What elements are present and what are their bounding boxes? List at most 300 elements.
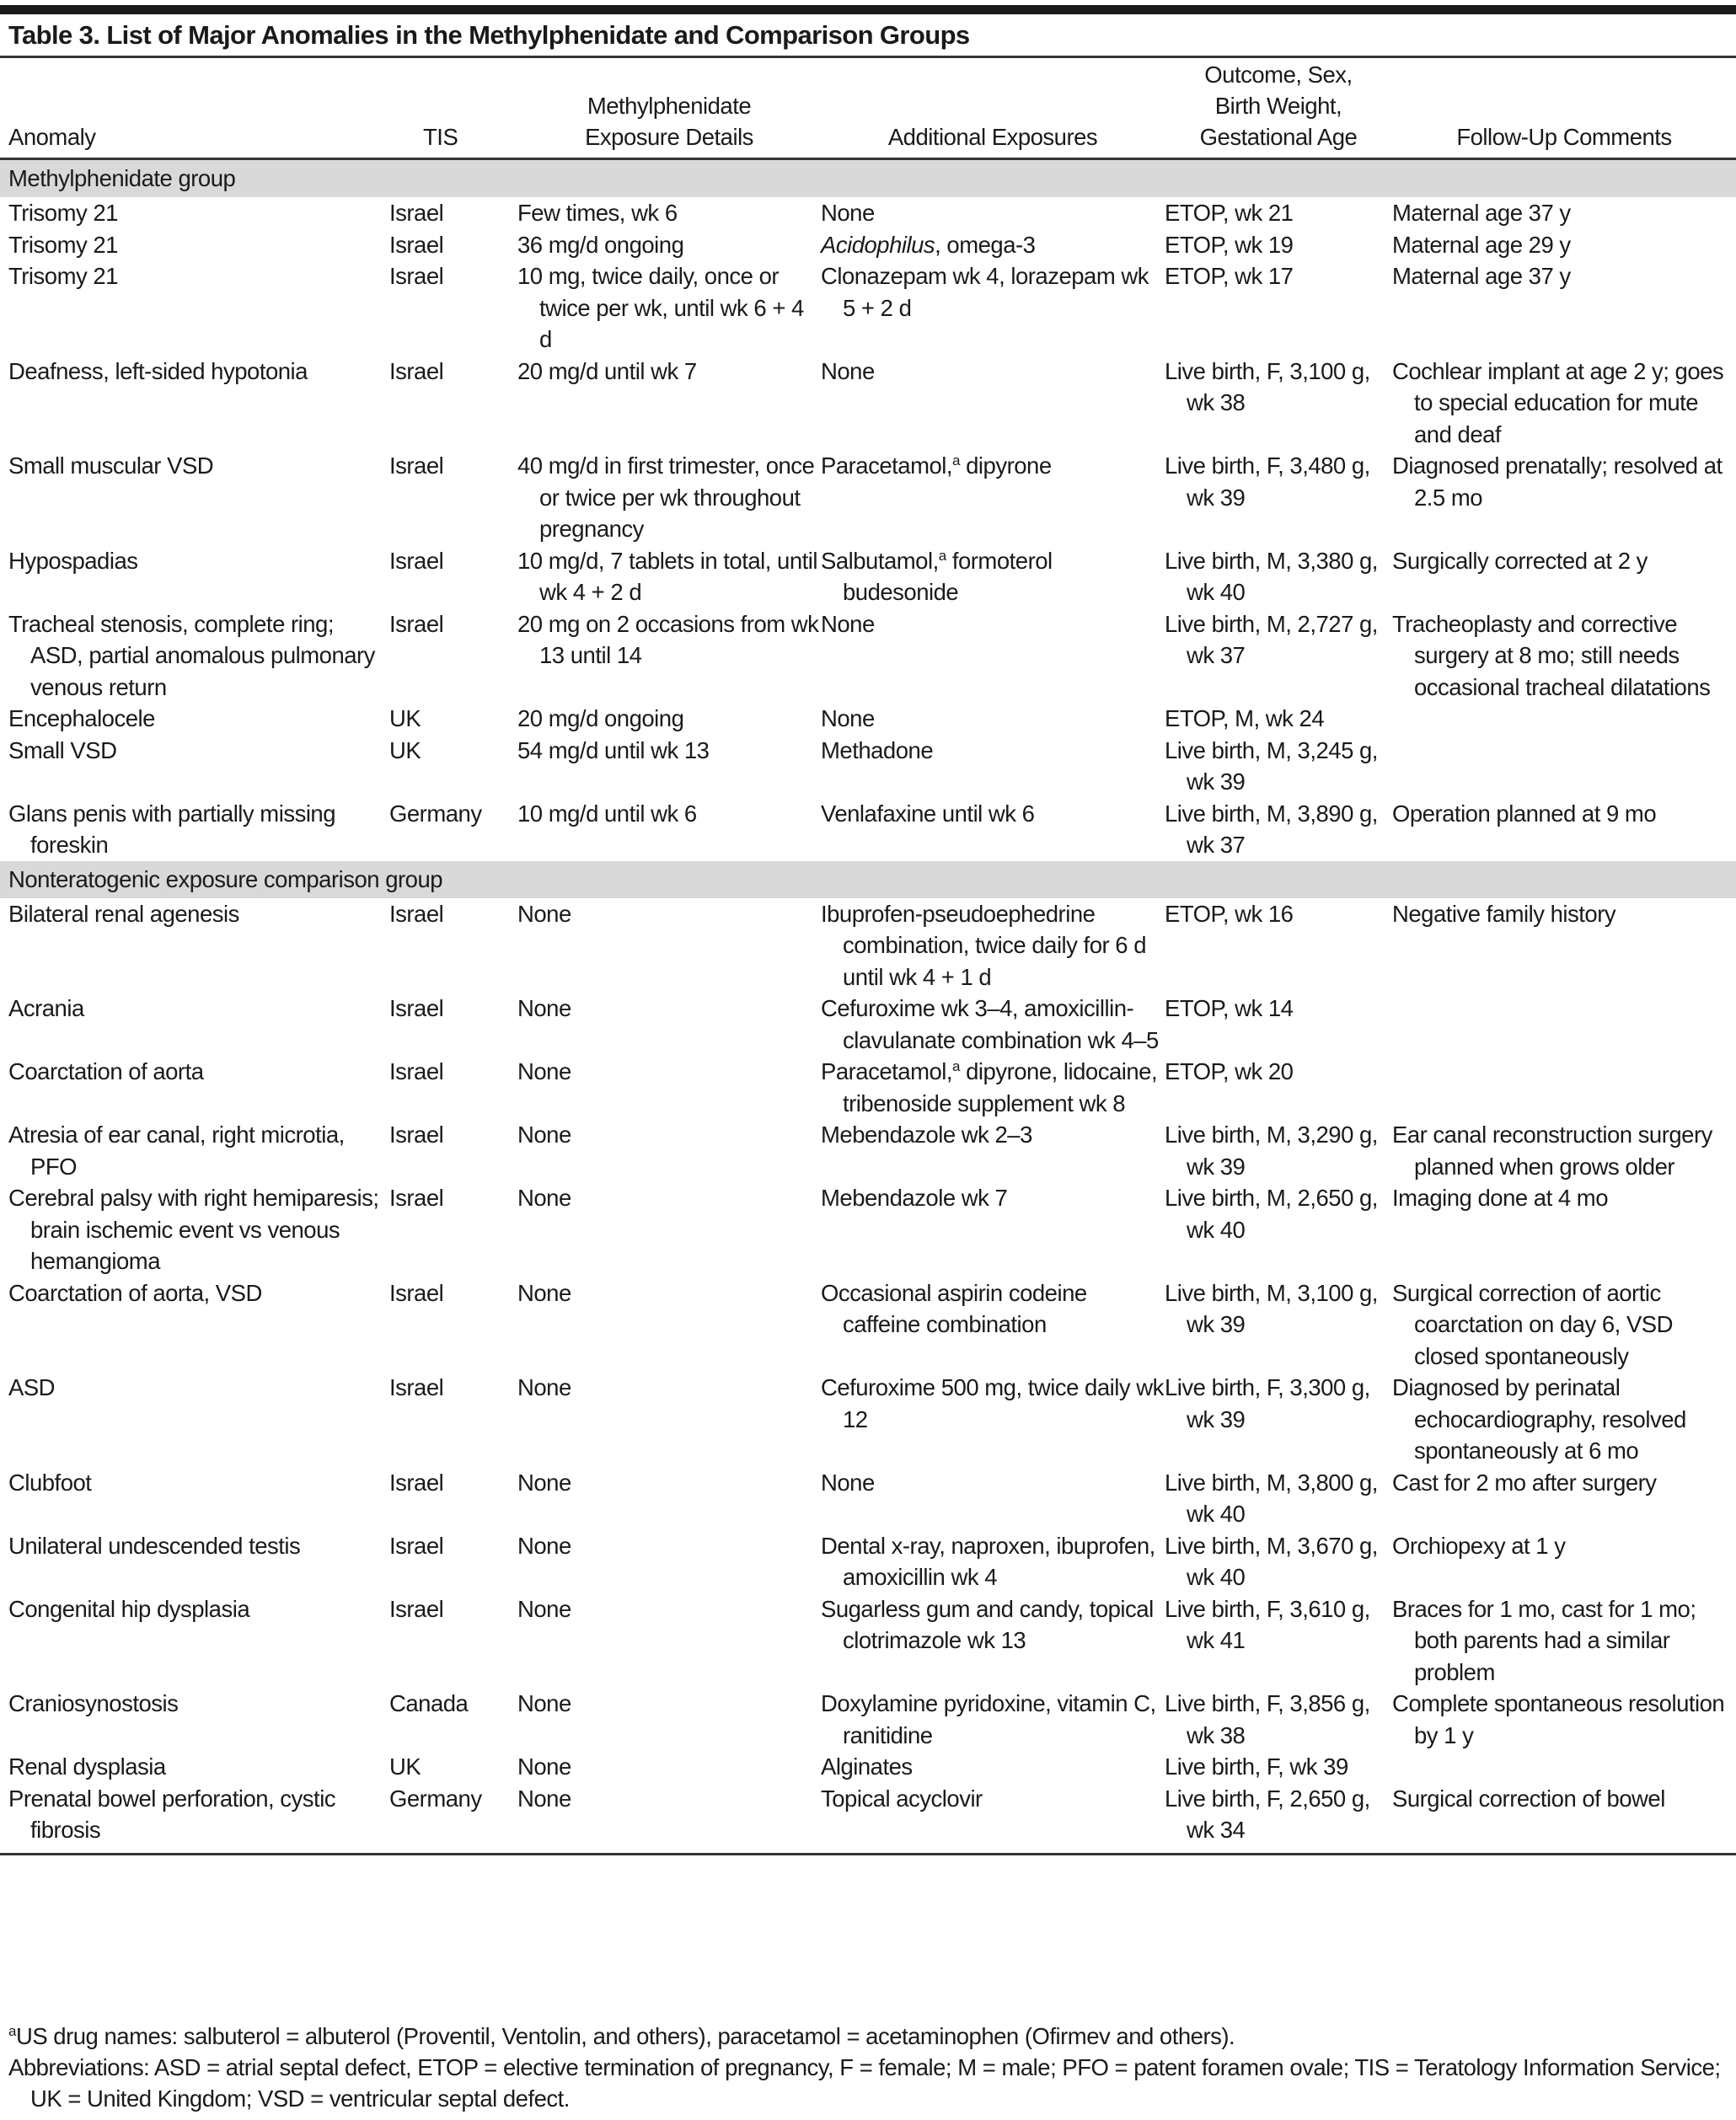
cell-anomaly <box>0 450 389 545</box>
cell-text: Ibuprofen-pseudoephedrine combination, twice daily for 6 d until wk 4 + 1 d <box>821 900 1147 990</box>
cell-text: Small VSD <box>8 736 117 763</box>
cell-additional-exposures <box>821 1277 1165 1373</box>
cell-additional-exposures <box>821 1688 1165 1751</box>
cell-text: Congenital hip dysplasia <box>8 1595 250 1622</box>
cell-text: 10 mg/d until wk 6 <box>517 800 697 827</box>
cell-tis <box>389 1182 517 1277</box>
cell-text: Live birth, M, 2,727 g, wk 37 <box>1165 610 1378 668</box>
cell-text: 20 mg on 2 occasions from wk 13 until 14 <box>517 610 819 668</box>
footnote-a-text: US drug names: salbuterol = albuterol (Proventil, Ventolin, and others), paracetamol = acetaminophen (Ofirmev and others). <box>15 2023 1235 2049</box>
cell-text: Live birth, F, 3,100 g, wk 38 <box>1165 357 1370 415</box>
cell-text: Doxylamine pyridoxine, vitamin C, ranitidine <box>821 1690 1156 1748</box>
cell-anomaly <box>0 1119 389 1182</box>
cell-text: Live birth, M, 3,890 g, wk 37 <box>1165 800 1378 858</box>
cell-outcome <box>1165 798 1392 861</box>
cell-exposure-details <box>517 735 821 798</box>
cell-text: Live birth, F, 3,300 g, wk 39 <box>1165 1374 1370 1432</box>
cell-text: Sugarless gum and candy, topical clotrimazole wk 13 <box>821 1595 1154 1653</box>
cell-follow-up <box>1392 260 1736 356</box>
cell-exposure-details <box>517 798 821 861</box>
cell-text: Israel <box>389 357 444 384</box>
cell-segment: dipyrone <box>960 452 1052 479</box>
cell-segment: Salbutamol, <box>821 547 939 574</box>
cell-segment: , omega-3 <box>935 231 1036 258</box>
title-rule <box>0 56 1736 58</box>
cell-text: Trisomy 21 <box>8 200 118 226</box>
cell-outcome <box>1165 450 1392 545</box>
cell-exposure-details <box>517 1372 821 1467</box>
cell-text: Unilateral undescended testis <box>8 1532 301 1559</box>
footnote-marker: a <box>8 2022 16 2039</box>
cell-text: Live birth, F, 3,480 g, wk 39 <box>1165 452 1370 511</box>
cell-exposure-details <box>517 1751 821 1783</box>
cell-follow-up <box>1392 197 1736 229</box>
footnote-a <box>8 2021 1728 2052</box>
footnotes <box>8 2021 1728 2114</box>
cell-exposure-details <box>517 1530 821 1593</box>
cell-text: None <box>821 705 875 731</box>
cell-exposure-details <box>517 993 821 1056</box>
cell-follow-up <box>1392 1467 1736 1530</box>
cell-outcome <box>1165 229 1392 261</box>
cell-anomaly <box>0 608 389 704</box>
table-row <box>0 1751 1736 1783</box>
table-row <box>0 197 1736 229</box>
cell-text: Live birth, F, 3,610 g, wk 41 <box>1165 1595 1370 1653</box>
cell-additional-exposures <box>821 545 1165 608</box>
cell-text: Cefuroxime 500 mg, twice daily wk 12 <box>821 1374 1164 1432</box>
cell-text: Clubfoot <box>8 1469 92 1496</box>
cell-text: Maternal age 29 y <box>1392 231 1571 258</box>
header-additional-exposures: Additional Exposures <box>821 59 1165 159</box>
cell-additional-exposures <box>821 1751 1165 1783</box>
cell-segment: formoterol budesonide <box>843 547 1053 605</box>
cell-text: Cochlear implant at age 2 y; goes to special education for mute and deaf <box>1392 357 1724 447</box>
cell-exposure-details <box>517 1593 821 1689</box>
cell-text: Israel <box>389 200 444 226</box>
cell-tis <box>389 1372 517 1467</box>
cell-exposure-details <box>517 260 821 356</box>
cell-text: None <box>517 1532 571 1559</box>
cell-text: Trisomy 21 <box>8 263 118 289</box>
cell-follow-up <box>1392 1688 1736 1751</box>
cell-text: Germany <box>389 800 482 827</box>
cell-anomaly <box>0 993 389 1056</box>
cell-anomaly <box>0 356 389 451</box>
table-row <box>0 1593 1736 1689</box>
cell-additional-exposures <box>821 1783 1165 1855</box>
cell-text: Israel <box>389 1532 444 1559</box>
cell-text: Israel <box>389 263 444 289</box>
group-label: Nonteratogenic exposure comparison group <box>0 861 1736 898</box>
cell-text <box>821 450 1165 482</box>
cell-exposure-details <box>517 1119 821 1182</box>
cell-text: Live birth, M, 3,290 g, wk 39 <box>1165 1122 1378 1180</box>
cell-additional-exposures <box>821 993 1165 1056</box>
cell-exposure-details <box>517 703 821 735</box>
cell-tis <box>389 1119 517 1182</box>
group-label: Methylphenidate group <box>0 159 1736 198</box>
cell-text: None <box>821 357 875 384</box>
cell-text: Imaging done at 4 mo <box>1392 1185 1609 1211</box>
table-row <box>0 735 1736 798</box>
header-tis: TIS <box>389 59 517 159</box>
table-row <box>0 545 1736 608</box>
table-row <box>0 1530 1736 1593</box>
cell-segment: Paracetamol, <box>821 452 953 479</box>
cell-exposure-details <box>517 898 821 993</box>
table-row <box>0 260 1736 356</box>
cell-text: ETOP, M, wk 24 <box>1165 705 1325 731</box>
cell-text: None <box>517 1595 571 1622</box>
cell-follow-up <box>1392 898 1736 993</box>
header-outcome: Outcome, Sex, Birth Weight, Gestational Age <box>1165 59 1392 159</box>
cell-tis <box>389 197 517 229</box>
table-row <box>0 798 1736 861</box>
cell-additional-exposures <box>821 735 1165 798</box>
cell-text: Cast for 2 mo after surgery <box>1392 1469 1657 1496</box>
cell-text: None <box>517 1785 571 1812</box>
cell-text: Bilateral renal agenesis <box>8 900 239 927</box>
cell-tis <box>389 260 517 356</box>
cell-text: UK <box>389 705 421 731</box>
cell-anomaly <box>0 898 389 993</box>
cell-text: Live birth, F, 2,650 g, wk 34 <box>1165 1785 1370 1843</box>
cell-outcome <box>1165 1119 1392 1182</box>
cell-text: UK <box>389 1753 421 1780</box>
cell-outcome <box>1165 703 1392 735</box>
cell-follow-up <box>1392 545 1736 608</box>
table-row <box>0 1119 1736 1182</box>
cell-text <box>821 545 1165 608</box>
cell-exposure-details <box>517 545 821 608</box>
cell-follow-up <box>1392 798 1736 861</box>
header-exposure-details: Methylphenidate Exposure Details <box>517 59 821 159</box>
table-body <box>0 159 1736 1855</box>
cell-text: Cefuroxime wk 3–4, amoxicillin-clavulanate combination wk 4–5 <box>821 995 1159 1053</box>
cell-outcome <box>1165 608 1392 704</box>
table-row <box>0 703 1736 735</box>
cell-follow-up <box>1392 608 1736 704</box>
cell-outcome <box>1165 260 1392 356</box>
cell-text: Braces for 1 mo, cast for 1 mo; both parents had a similar problem <box>1392 1595 1696 1685</box>
cell-exposure-details <box>517 356 821 451</box>
cell-follow-up <box>1392 1751 1736 1783</box>
cell-text <box>821 229 1165 261</box>
cell-text: Israel <box>389 1058 444 1084</box>
cell-text: ETOP, wk 17 <box>1165 263 1294 289</box>
cell-text: Prenatal bowel perforation, cystic fibrosis <box>8 1785 336 1843</box>
cell-anomaly <box>0 1056 389 1119</box>
cell-text: None <box>517 1469 571 1496</box>
cell-additional-exposures <box>821 450 1165 545</box>
cell-outcome <box>1165 898 1392 993</box>
table-row <box>0 450 1736 545</box>
cell-text: None <box>517 1753 571 1780</box>
cell-text: None <box>517 1690 571 1716</box>
cell-text: Surgical correction of aortic coarctation on day 6, VSD closed spontaneously <box>1392 1279 1673 1369</box>
cell-tis <box>389 798 517 861</box>
table-row <box>0 993 1736 1056</box>
cell-tis <box>389 545 517 608</box>
table-row <box>0 1277 1736 1373</box>
group-header-row <box>0 861 1736 898</box>
cell-text: Mebendazole wk 7 <box>821 1185 1008 1211</box>
cell-text: Encephalocele <box>8 705 155 731</box>
cell-text: Cerebral palsy with right hemiparesis; brain ischemic event vs venous hemangioma <box>8 1185 379 1274</box>
table-title: Table 3. List of Major Anomalies in the Methylphenidate and Comparison Groups <box>8 20 970 50</box>
cell-follow-up <box>1392 1372 1736 1467</box>
cell-text: Israel <box>389 1469 444 1496</box>
cell-text: Tracheoplasty and corrective surgery at 8 mo; still needs occasional tracheal dilatations <box>1392 610 1711 700</box>
cell-text: Live birth, M, 3,100 g, wk 39 <box>1165 1279 1378 1337</box>
cell-text: Atresia of ear canal, right microtia, PFO <box>8 1122 345 1180</box>
cell-additional-exposures <box>821 1119 1165 1182</box>
cell-text: Live birth, M, 3,245 g, wk 39 <box>1165 736 1378 795</box>
cell-anomaly <box>0 1277 389 1373</box>
cell-additional-exposures <box>821 703 1165 735</box>
cell-text: Orchiopexy at 1 y <box>1392 1532 1566 1559</box>
cell-tis <box>389 898 517 993</box>
cell-additional-exposures <box>821 1182 1165 1277</box>
cell-outcome <box>1165 1056 1392 1119</box>
cell-anomaly <box>0 1688 389 1751</box>
cell-additional-exposures <box>821 1467 1165 1530</box>
cell-text: Israel <box>389 547 444 574</box>
cell-text: Diagnosed by perinatal echocardiography, resolved spontaneously at 6 mo <box>1392 1374 1686 1464</box>
cell-outcome <box>1165 1277 1392 1373</box>
cell-text: Hypospadias <box>8 547 138 574</box>
cell-text: 10 mg, twice daily, once or twice per wk, until wk 6 + 4 d <box>517 263 804 352</box>
cell-text: Few times, wk 6 <box>517 200 678 226</box>
cell-text: Ear canal reconstruction surgery planned when grows older <box>1392 1122 1712 1180</box>
cell-follow-up <box>1392 356 1736 451</box>
cell-text: Clonazepam wk 4, lorazepam wk 5 + 2 d <box>821 263 1149 321</box>
cell-text: ETOP, wk 20 <box>1165 1058 1294 1084</box>
cell-text: Small muscular VSD <box>8 452 214 479</box>
cell-anomaly <box>0 229 389 261</box>
cell-outcome <box>1165 993 1392 1056</box>
cell-text: Live birth, M, 2,650 g, wk 40 <box>1165 1185 1378 1243</box>
cell-tis <box>389 1751 517 1783</box>
cell-text: 20 mg/d ongoing <box>517 705 684 731</box>
cell-additional-exposures <box>821 356 1165 451</box>
cell-text: Live birth, M, 3,800 g, wk 40 <box>1165 1469 1378 1527</box>
cell-follow-up <box>1392 993 1736 1056</box>
cell-text: 20 mg/d until wk 7 <box>517 357 697 384</box>
header-follow-up: Follow-Up Comments <box>1392 59 1736 159</box>
cell-text: Coarctation of aorta, VSD <box>8 1279 262 1306</box>
cell-text: None <box>821 610 875 637</box>
cell-text: UK <box>389 736 421 763</box>
cell-text: None <box>517 1122 571 1148</box>
footnote-abbreviations: Abbreviations: ASD = atrial septal defect, ETOP = elective termination of pregnancy, F = female; M = male; PFO = patent foramen ovale; TIS = Teratology Information Service; UK = United Kingdom; VSD = ventricular septal defect. <box>8 2054 1721 2112</box>
top-rule <box>0 5 1736 14</box>
cell-text: Israel <box>389 1122 444 1148</box>
cell-text: Live birth, M, 3,380 g, wk 40 <box>1165 547 1378 605</box>
cell-outcome <box>1165 545 1392 608</box>
cell-outcome <box>1165 1372 1392 1467</box>
cell-text: Live birth, F, 3,856 g, wk 38 <box>1165 1690 1370 1748</box>
cell-anomaly <box>0 1182 389 1277</box>
cell-additional-exposures <box>821 197 1165 229</box>
cell-anomaly <box>0 798 389 861</box>
footnote-marker: a <box>952 452 960 468</box>
cell-text: None <box>517 1185 571 1211</box>
table-row <box>0 1182 1736 1277</box>
cell-text: Trisomy 21 <box>8 231 118 258</box>
cell-text: ETOP, wk 21 <box>1165 200 1294 226</box>
cell-text: Canada <box>389 1690 469 1716</box>
cell-text: Occasional aspirin codeine caffeine combination <box>821 1279 1087 1337</box>
cell-exposure-details <box>517 608 821 704</box>
cell-text: ETOP, wk 19 <box>1165 231 1294 258</box>
cell-text: None <box>821 1469 875 1496</box>
cell-text: 36 mg/d ongoing <box>517 231 684 258</box>
cell-exposure-details <box>517 1056 821 1119</box>
cell-text: Surgically corrected at 2 y <box>1392 547 1648 574</box>
cell-text: None <box>517 995 571 1021</box>
cell-text: 40 mg/d in first trimester, once or twice per wk throughout pregnancy <box>517 452 815 542</box>
cell-anomaly <box>0 1783 389 1855</box>
cell-text: Diagnosed prenatally; resolved at 2.5 mo <box>1392 452 1723 511</box>
cell-text: None <box>517 1279 571 1306</box>
cell-additional-exposures <box>821 1593 1165 1689</box>
cell-text: Israel <box>389 231 444 258</box>
cell-text: Renal dysplasia <box>8 1753 166 1780</box>
cell-follow-up <box>1392 450 1736 545</box>
anomalies-table <box>0 59 1736 1855</box>
cell-tis <box>389 1783 517 1855</box>
cell-follow-up <box>1392 1056 1736 1119</box>
cell-follow-up <box>1392 1530 1736 1593</box>
cell-outcome <box>1165 1783 1392 1855</box>
cell-outcome <box>1165 197 1392 229</box>
cell-anomaly <box>0 1751 389 1783</box>
cell-exposure-details <box>517 1467 821 1530</box>
cell-outcome <box>1165 1467 1392 1530</box>
cell-text: Acrania <box>8 995 84 1021</box>
cell-follow-up <box>1392 1783 1736 1855</box>
cell-text: Maternal age 37 y <box>1392 200 1571 226</box>
cell-additional-exposures <box>821 1372 1165 1467</box>
cell-anomaly <box>0 703 389 735</box>
cell-outcome <box>1165 1751 1392 1783</box>
cell-text: Maternal age 37 y <box>1392 263 1571 289</box>
cell-anomaly <box>0 260 389 356</box>
cell-text: None <box>517 1058 571 1084</box>
cell-tis <box>389 703 517 735</box>
cell-anomaly <box>0 1530 389 1593</box>
cell-text: Mebendazole wk 2–3 <box>821 1122 1032 1148</box>
cell-text: Israel <box>389 610 444 637</box>
cell-text: ETOP, wk 16 <box>1165 900 1294 927</box>
cell-text: Coarctation of aorta <box>8 1058 204 1084</box>
cell-tis <box>389 1056 517 1119</box>
cell-additional-exposures <box>821 798 1165 861</box>
table-row <box>0 608 1736 704</box>
cell-follow-up <box>1392 703 1736 735</box>
cell-outcome <box>1165 1530 1392 1593</box>
footnote-marker: a <box>938 547 946 564</box>
cell-additional-exposures <box>821 608 1165 704</box>
cell-text: Craniosynostosis <box>8 1690 179 1716</box>
cell-text: Tracheal stenosis, complete ring; ASD, partial anomalous pulmonary venous return <box>8 610 375 700</box>
cell-text: Alginates <box>821 1753 913 1780</box>
cell-text: Israel <box>389 452 444 479</box>
cell-follow-up <box>1392 1593 1736 1689</box>
cell-text: Complete spontaneous resolution by 1 y <box>1392 1690 1725 1748</box>
cell-text: Israel <box>389 1279 444 1306</box>
cell-additional-exposures <box>821 1530 1165 1593</box>
cell-text: ETOP, wk 14 <box>1165 995 1294 1021</box>
cell-text: Surgical correction of bowel <box>1392 1785 1665 1812</box>
cell-text: 54 mg/d until wk 13 <box>517 736 710 763</box>
cell-text: Israel <box>389 1595 444 1622</box>
cell-text: Germany <box>389 1785 482 1812</box>
cell-text: 10 mg/d, 7 tablets in total, until wk 4 + 2 d <box>517 547 817 605</box>
cell-follow-up <box>1392 735 1736 798</box>
cell-text: Operation planned at 9 mo <box>1392 800 1657 827</box>
cell-text: Topical acyclovir <box>821 1785 983 1812</box>
cell-text: Deafness, left-sided hypotonia <box>8 357 308 384</box>
cell-text: Israel <box>389 900 444 927</box>
cell-additional-exposures <box>821 260 1165 356</box>
cell-text: Live birth, M, 3,670 g, wk 40 <box>1165 1532 1378 1590</box>
table-row <box>0 229 1736 261</box>
cell-tis <box>389 1467 517 1530</box>
cell-text: None <box>517 1374 571 1400</box>
cell-tis <box>389 450 517 545</box>
cell-anomaly <box>0 545 389 608</box>
cell-exposure-details <box>517 1783 821 1855</box>
table-row <box>0 1056 1736 1119</box>
cell-follow-up <box>1392 1277 1736 1373</box>
cell-tis <box>389 1277 517 1373</box>
cell-exposure-details <box>517 1688 821 1751</box>
table-row <box>0 1467 1736 1530</box>
cell-text: Negative family history <box>1392 900 1616 927</box>
table-row <box>0 356 1736 451</box>
cell-exposure-details <box>517 1277 821 1373</box>
cell-outcome <box>1165 1688 1392 1751</box>
cell-follow-up <box>1392 1182 1736 1277</box>
cell-tis <box>389 1530 517 1593</box>
cell-tis <box>389 356 517 451</box>
cell-text: Israel <box>389 1374 444 1400</box>
cell-tis <box>389 1593 517 1689</box>
cell-text: Glans penis with partially missing foreskin <box>8 800 336 858</box>
header-row <box>0 59 1736 159</box>
cell-tis <box>389 608 517 704</box>
cell-tis <box>389 229 517 261</box>
cell-anomaly <box>0 1372 389 1467</box>
cell-segment: Paracetamol, <box>821 1058 953 1084</box>
cell-follow-up <box>1392 1119 1736 1182</box>
cell-tis <box>389 735 517 798</box>
cell-exposure-details <box>517 1182 821 1277</box>
cell-text: None <box>517 900 571 927</box>
cell-outcome <box>1165 1593 1392 1689</box>
cell-outcome <box>1165 1182 1392 1277</box>
cell-exposure-details <box>517 450 821 545</box>
cell-follow-up <box>1392 229 1736 261</box>
cell-anomaly <box>0 1593 389 1689</box>
cell-outcome <box>1165 735 1392 798</box>
cell-segment: dipyrone, lidocaine, tribenoside supplement wk 8 <box>843 1058 1158 1116</box>
cell-anomaly <box>0 735 389 798</box>
cell-segment: Acidophilus <box>821 231 935 258</box>
